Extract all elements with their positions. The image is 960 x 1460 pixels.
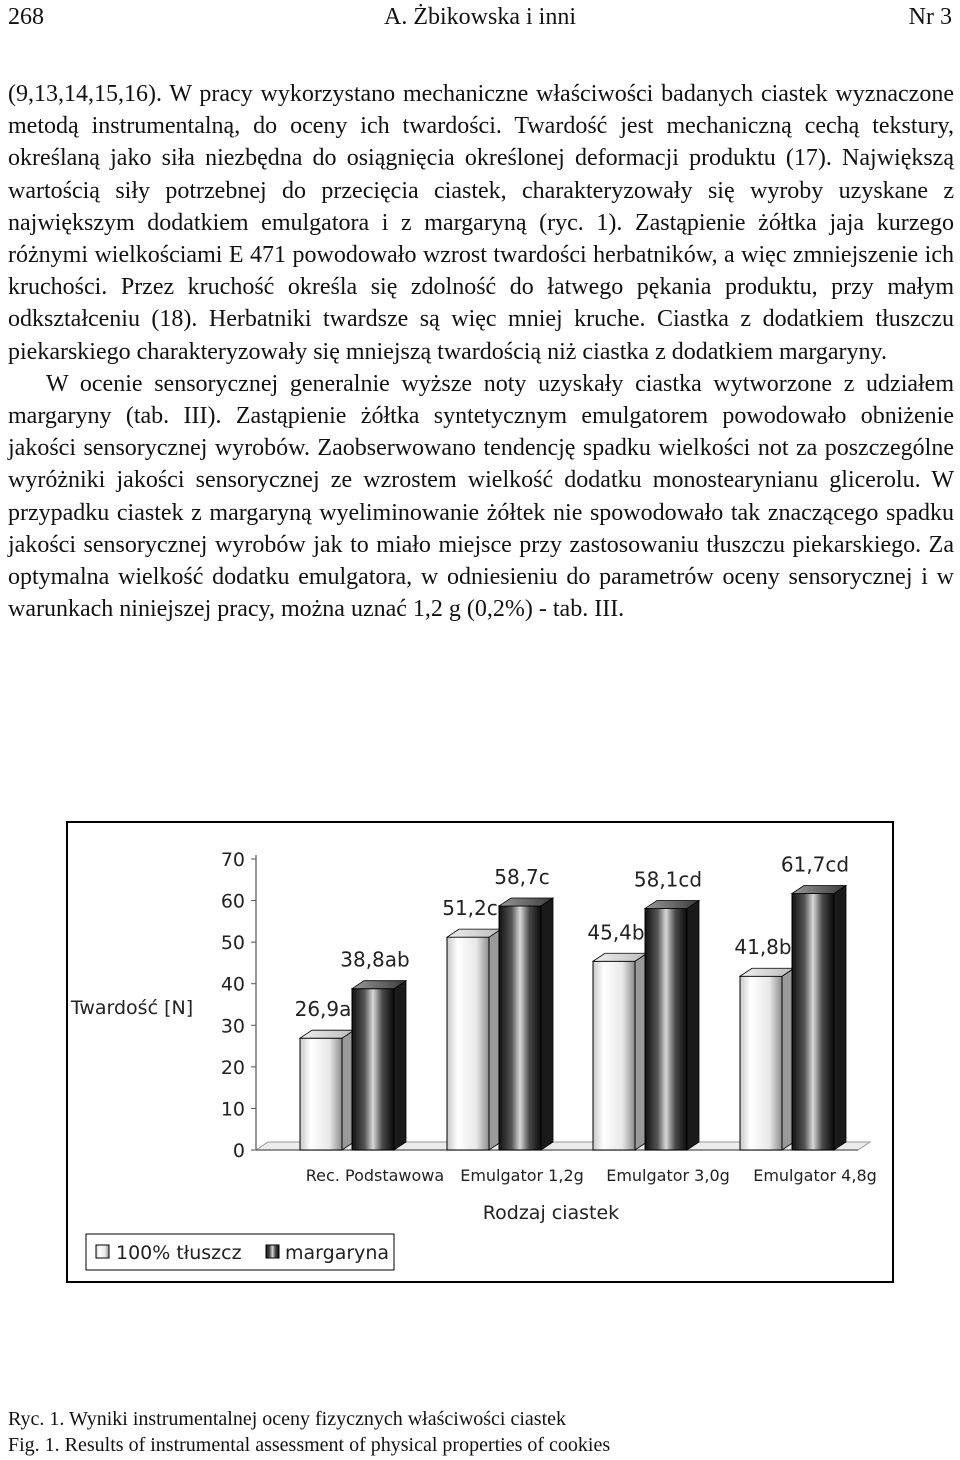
y-tick-label-20: 20: [220, 1056, 245, 1079]
bar-side-1-3: [834, 886, 846, 1150]
bar-side-1-1: [541, 898, 553, 1150]
x-axis-label: Rodzaj ciastek: [482, 1202, 620, 1224]
running-title: A. Żbikowska i inni: [384, 4, 576, 30]
y-tick-label-60: 60: [220, 890, 245, 913]
bar-margaryna-1: [499, 906, 541, 1150]
y-axis-label: Twardość [N]: [70, 997, 194, 1019]
y-tick-label-30: 30: [220, 1015, 245, 1038]
bar-tluszcz-0: [300, 1038, 342, 1150]
bar-margaryna-0: [352, 989, 394, 1150]
data-label-0-3: 41,8b: [734, 935, 792, 960]
bar-side-1-0: [394, 981, 406, 1150]
data-label-0-2: 45,4b: [587, 920, 645, 945]
category-label-0: Rec. Podstawowa: [305, 1166, 445, 1185]
bar-side-1-2: [687, 900, 699, 1150]
figure-caption-en: Fig. 1. Results of instrumental assessment of physical properties of cookies: [8, 1434, 611, 1456]
page-number: 268: [8, 4, 44, 30]
bar-tluszcz-3: [740, 976, 782, 1150]
figure-caption-pl: Ryc. 1. Wyniki instrumentalnej oceny fizycznych właściwości ciastek: [8, 1408, 567, 1430]
data-label-1-2: 58,1cd: [633, 867, 703, 892]
category-label-1: Emulgator 1,2g: [460, 1166, 584, 1185]
legend-label-margaryna: margaryna: [285, 1242, 390, 1264]
data-label-0-1: 51,2c: [442, 896, 498, 921]
y-tick-label-70: 70: [220, 849, 245, 871]
legend-label-tluszcz: 100% tłuszcz: [116, 1242, 242, 1264]
data-label-1-3: 61,7cd: [780, 852, 850, 877]
bar-margaryna-3: [792, 894, 834, 1150]
category-label-2: Emulgator 3,0g: [606, 1166, 730, 1185]
legend-swatch-tluszcz: [96, 1245, 109, 1258]
y-tick-label-50: 50: [220, 932, 245, 955]
legend-swatch-margaryna: [266, 1245, 279, 1258]
paragraph-1: (9,13,14,15,16). W pracy wykorzystano mechaniczne właściwości badanych ciastek wyznaczone metodą instrumentalną, do oceny ich twardości. Twardość jest mechaniczną cechą tekstury, określaną jako siła niezbędna do osiągnięcia określonej deformacji produktu (17). Największą wartością siły potrzebnej do przecięcia ciastek, charakteryzowały się wyroby uzyskane z największym dodatkiem emulgatora i z margaryną (ryc. 1). Zastąpienie żółtka jaja kurzego różnymi wielkościami E 471 powodowało wzrost twardości herbatników, a więc zmniejszenie ich kruchości. Przez kruchość określa się zdolność do łatwego pękania produktu, przy małym odkształceniu (18). Herbatniki twardsze są więc mniej kruche. Ciastka z dodatkiem tłuszczu piekarskiego charakteryzowały się mniejszą twardością niż ciastka z dodatkiem margaryny.: [8, 81, 954, 365]
bar-margaryna-2: [645, 908, 687, 1150]
data-label-1-0: 38,8ab: [340, 947, 410, 972]
y-tick-label-0: 0: [232, 1140, 245, 1162]
bar-tluszcz-2: [593, 961, 635, 1150]
bar-tluszcz-1: [447, 937, 489, 1150]
y-tick-label-40: 40: [220, 973, 245, 996]
data-label-0-0: 26,9a: [294, 997, 352, 1022]
paragraph-2: W ocenie sensorycznej generalnie wyższe noty uzyskały ciastka wytworzone z udziałem margaryny (tab. III). Zastąpienie żółtka syntetycznym emulgatorem powodowało obniżenie jakości sensorycznej wyrobów. Zaobserwowano tendencję spadku wielkości not za poszczególne wyróżniki jakości sensorycznej ze wzrostem wielkość dodatku monostearynianu glicerolu. W przypadku ciastek z margaryną wyeliminowanie żółtek nie spowodowało tak znaczącego spadku jakości sensorycznej wyrobów jak to miało miejsce przy zastosowaniu tłuszczu piekarskiego. Za optymalna wielkość dodatku emulgatora, w odniesieniu do parametrów oceny sensorycznej i w warunkach niniejszej pracy, można uznać 1,2 g (0,2%) - tab. III.: [8, 370, 954, 623]
category-label-3: Emulgator 4,8g: [753, 1166, 877, 1185]
issue-number: Nr 3: [908, 4, 952, 30]
data-label-1-1: 58,7c: [494, 864, 550, 889]
y-tick-label-10: 10: [220, 1098, 245, 1121]
